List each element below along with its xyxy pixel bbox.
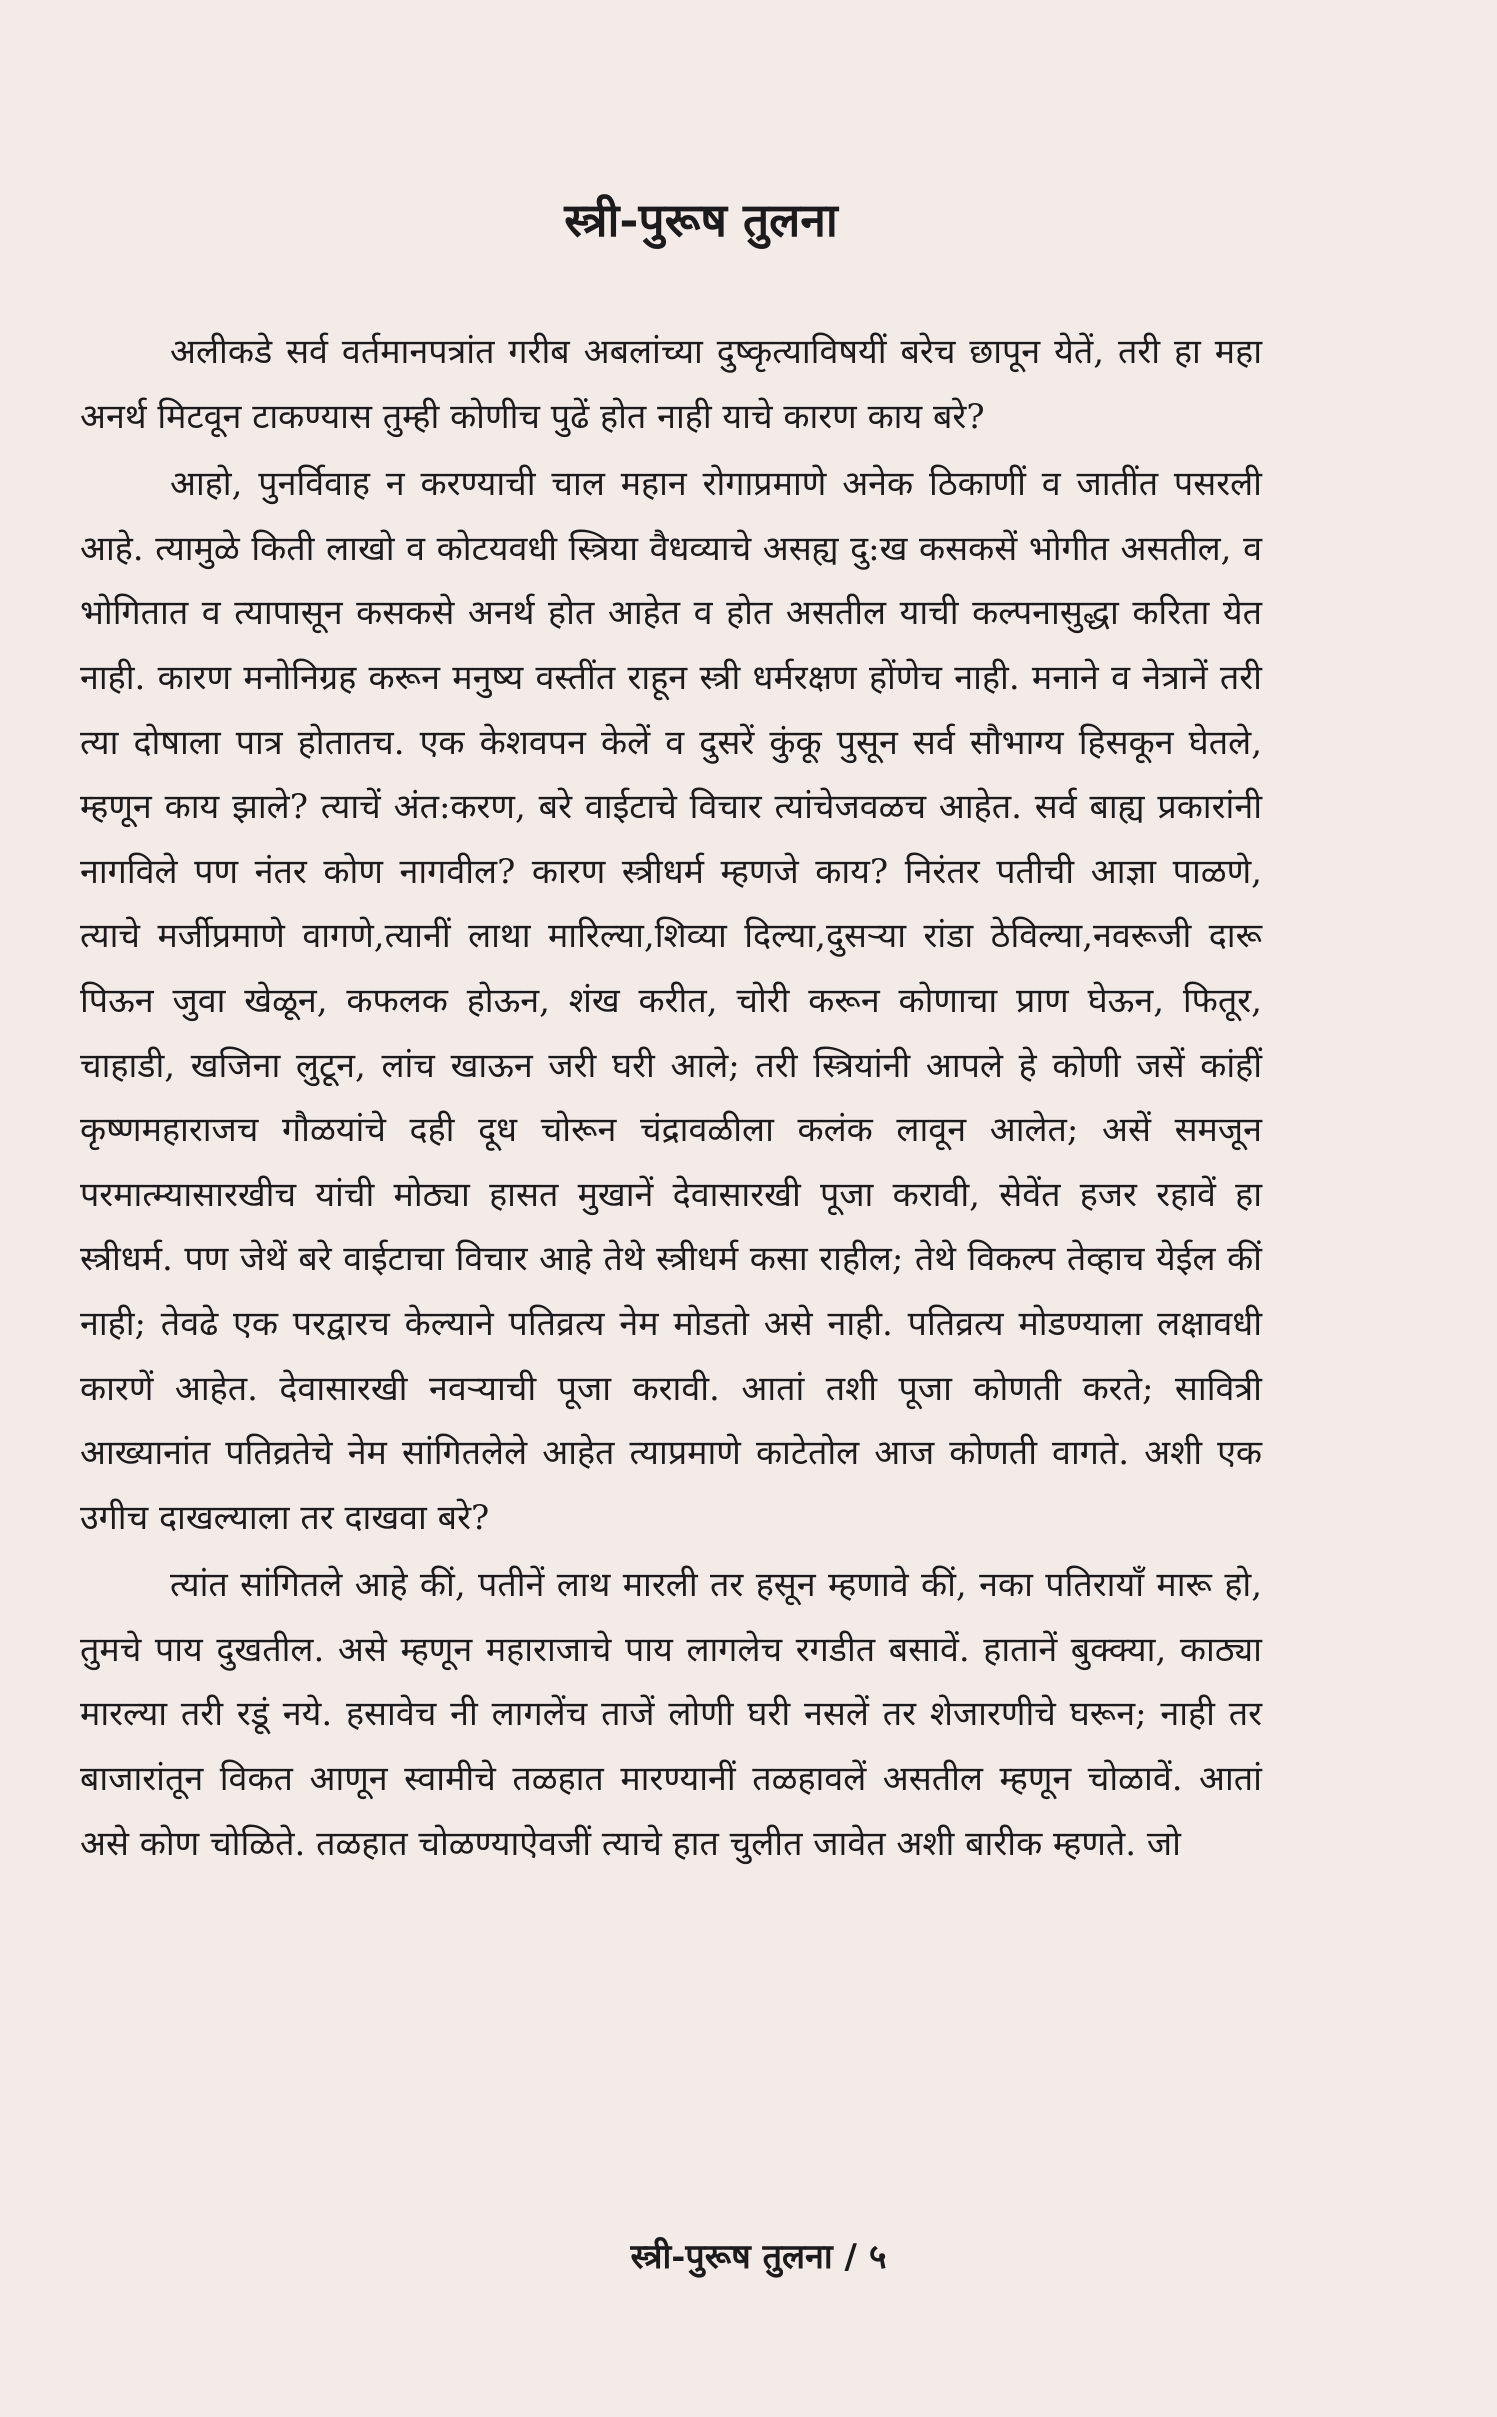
page-title: स्त्री-पुरूष तुलना [564, 193, 838, 247]
page-footer: स्त्री-पुरूष तुलना / ५ [630, 2237, 887, 2277]
paragraph-3: त्यांत सांगितले आहे कीं, पतीनें लाथ मारली तर हसून म्हणावे कीं, नका पतिरायाँ मारू हो, तुमचे पाय दुखतील. असे म्हणून महाराजाचे पाय लागलेच रगडीत बसावें. हातानें बुक्क्या, काठ्या मारल्या तरी रडूं नये. हसावेच नी लागलेंच ताजें लोणी घरी नसलें तर शेजारणीचे घरून; नाही तर बाजारांतून विकत आणून स्वामीचे तळहात मारण्यानीं तळहावलें असतील म्हणून चोळावें. आतां असे कोण चोळिते. तळहात चोळण्याऐवजीं त्याचे हात चुलीत जावेत अशी बारीक म्हणते. जो [80, 1565, 1262, 1864]
paragraph-2: आहो, पुनर्विवाह न करण्याची चाल महान रोगाप्रमाणे अनेक ठिकाणीं व जातींत पसरली आहे. त्यामुळे किती लाखो व कोटयवधी स्त्रिया वैधव्याचे असह्य दु:ख कसकसें भोगीत असतील, व भोगितात व त्यापासून कसकसे अनर्थ होत आहेत व होत असतील याची कल्पनासुद्धा करिता येत नाही. कारण मनोनिग्रह करून मनुष्य वस्तींत राहून स्त्री धर्मरक्षण होंणेच नाही. मनाने व नेत्रानें तरी त्या दोषाला पात्र होतातच. एक केशवपन केलें व दुसरें कुंकू पुसून सर्व सौभाग्य हिसकून घेतले, म्हणून काय झाले? त्याचें अंत:करण, बरे वाईटाचे विचार त्यांचेजवळच आहेत. सर्व बाह्य प्रकारांनी नागविले पण नंतर कोण नागवील? कारण स्त्रीधर्म म्हणजे काय? निरंतर पतीची आज्ञा पाळणे, त्याचे मर्जीप्रमाणे वागणे,त्यानीं लाथा मारिल्या,शिव्या दिल्या,दुसऱ्या रांडा ठेविल्या,नवरूजी दारू पिऊन जुवा खेळून, कफलक होऊन, शंख करीत, चोरी करून कोणाचा प्राण घेऊन, फितूर, चाहाडी, खजिना लुटून, लांच खाऊन जरी घरी आले; तरी स्त्रियांनी आपले हे कोणी जसें कांहीं कृष्णमहाराजच गौळयांचे दही दूध चोरून चंद्रावळीला कलंक लावून आलेत; असें समजून परमात्म्यासारखीच यांची मोठ्या हासत मुखानें देवासारखी पूजा करावी, सेवेंत हजर रहावें हा स्त्रीधर्म. पण जेथें बरे वाईटाचा विचार आहे तेथे स्त्रीधर्म कसा राहील; तेथे विकल्प तेव्हाच येईल कीं नाही; तेवढे एक परद्वारच केल्याने पतिव्रत्य नेम मोडतो असे नाही. पतिव्रत्य मोडण्याला लक्षावधी कारणें आहेत. देवासारखी नवऱ्याची पूजा करावी. आतां तशी पूजा कोणती करते; सावित्री आख्यानांत पतिव्रतेचे नेम सांगितलेले आहेत त्याप्रमाणे काटेतोल आज कोणती वागते. अशी एक उगीच दाखल्याला तर दाखवा बरे? [80, 464, 1262, 1538]
paragraph-1: अलीकडे सर्व वर्तमानपत्रांत गरीब अबलांच्या दुष्कृत्याविषयीं बरेच छापून येतें, तरी हा महा अनर्थ मिटवून टाकण्यास तुम्ही कोणीच पुढें होत नाही याचे कारण काय बरे? [80, 332, 1262, 437]
